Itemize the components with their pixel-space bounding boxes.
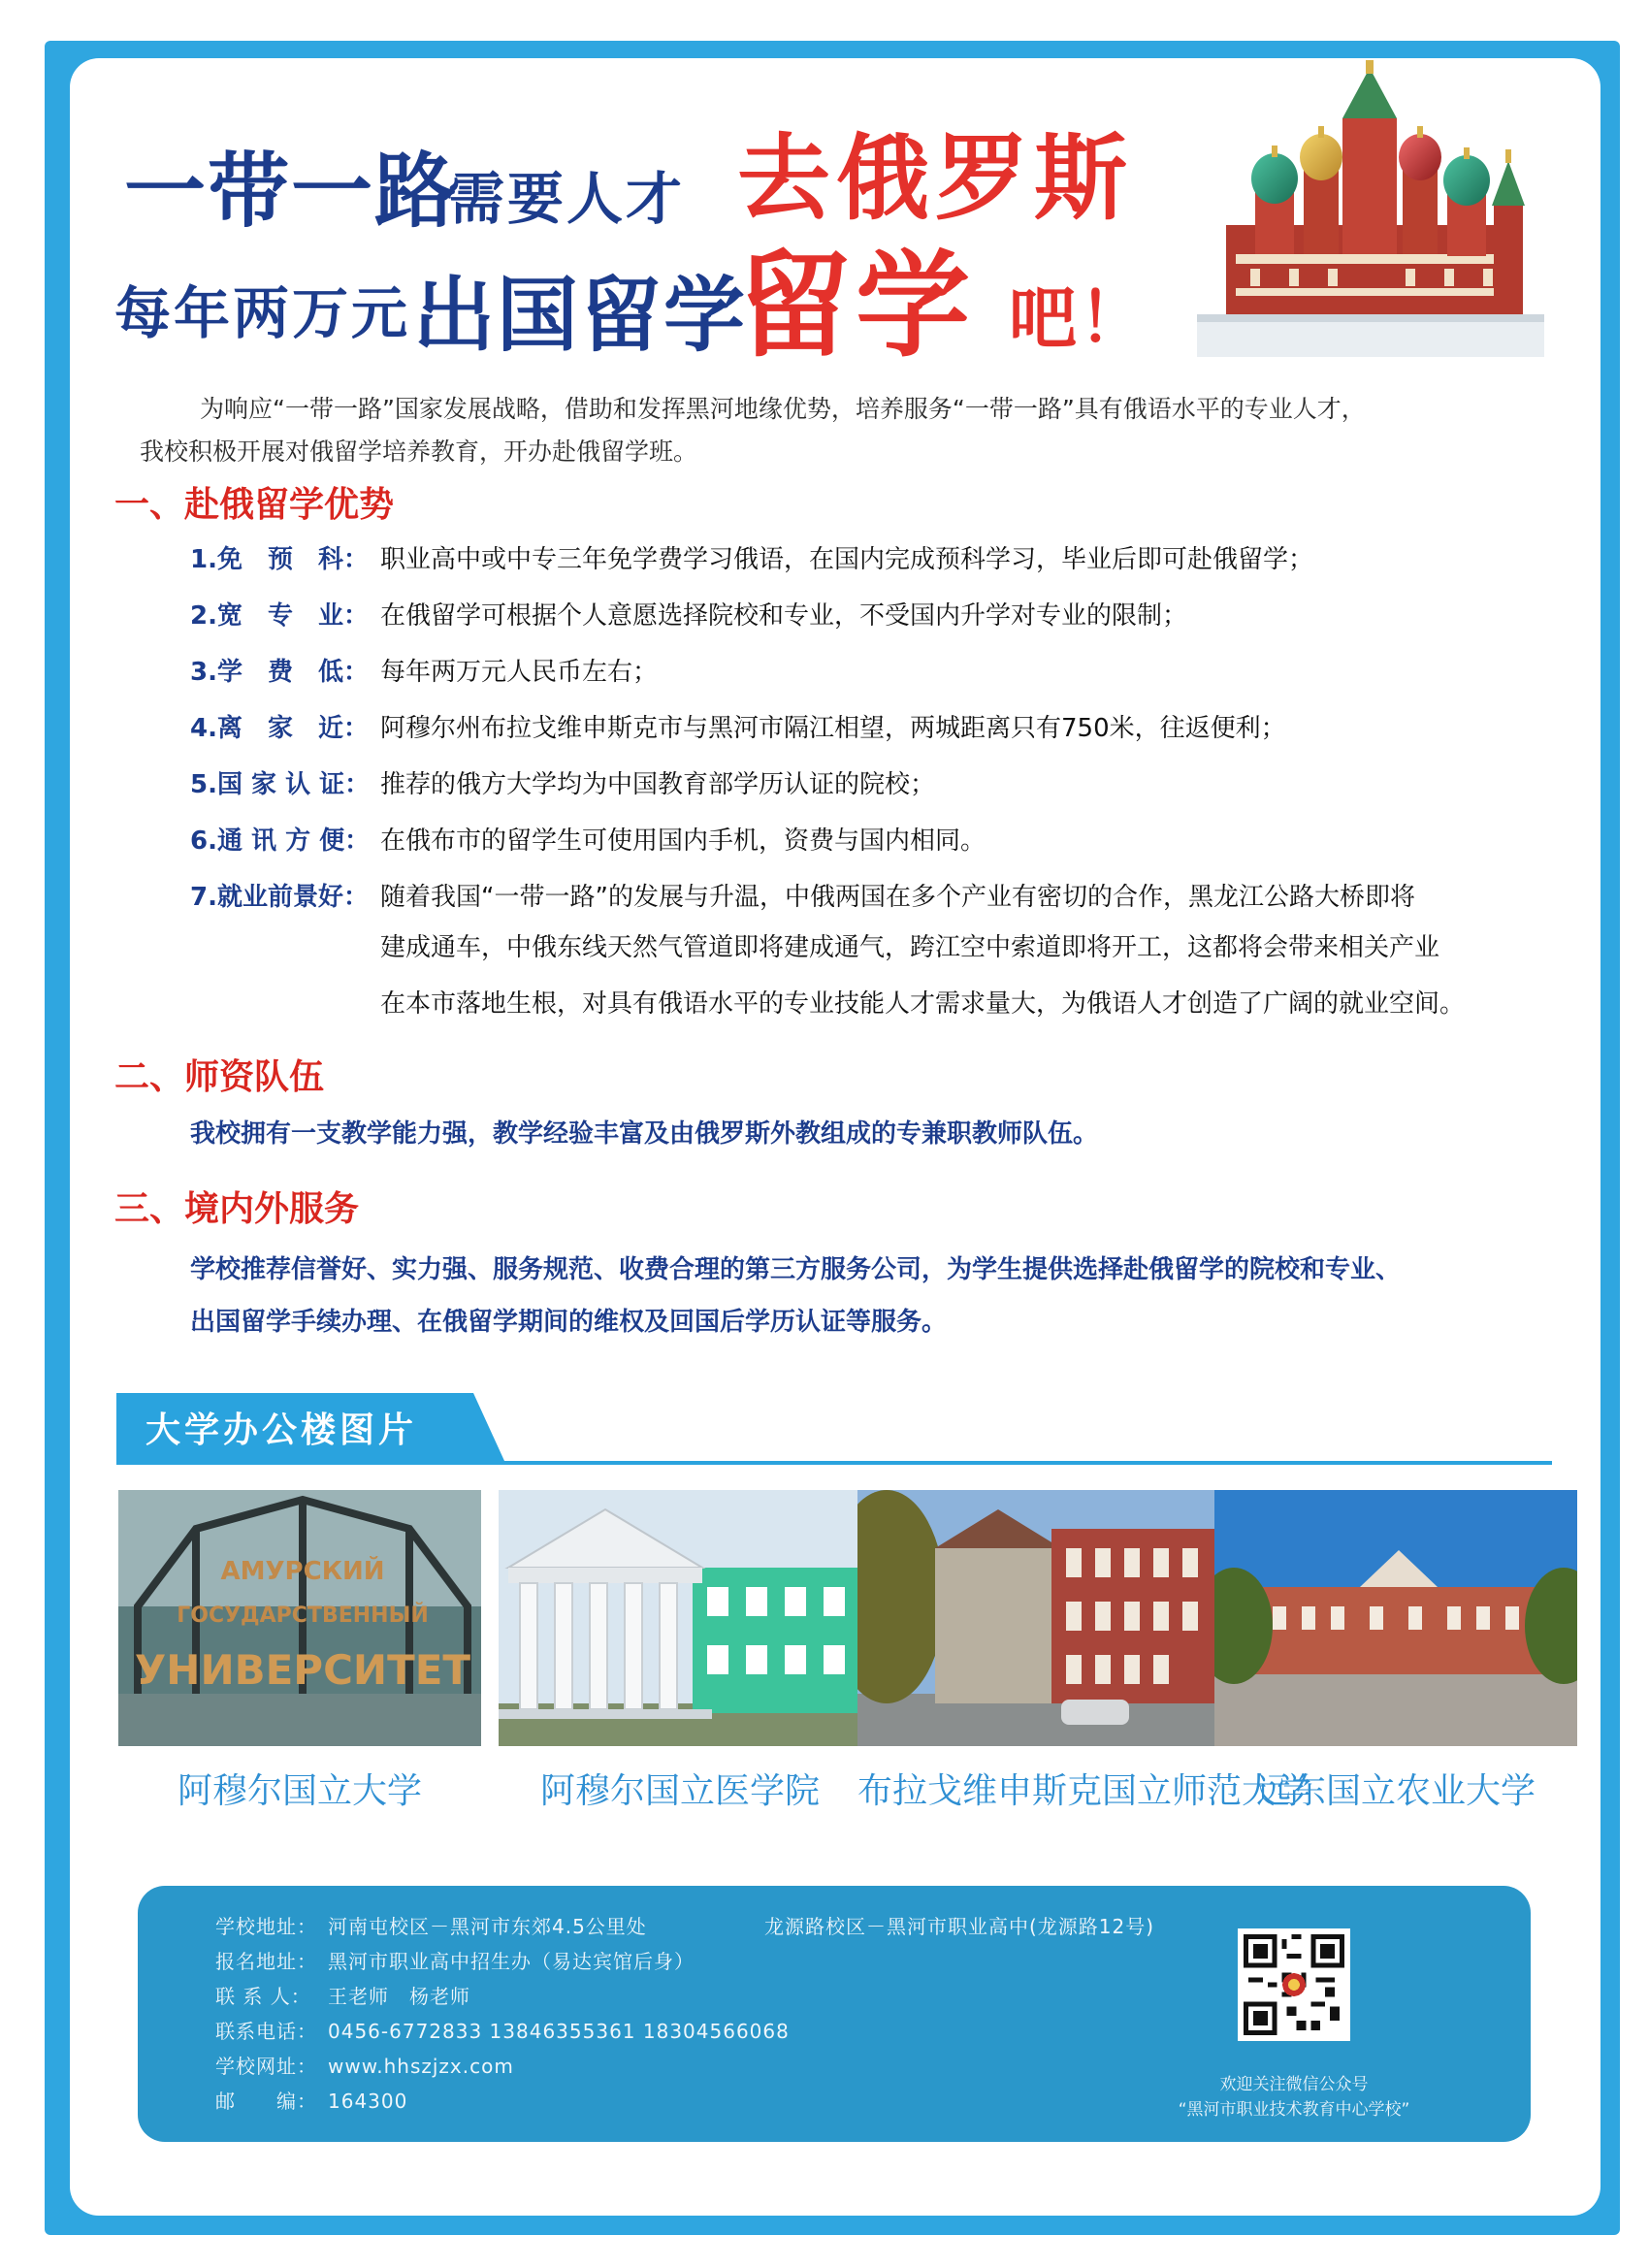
advantage-label: 4.离 家 近： <box>190 714 369 743</box>
headline-need-talent: 需要人才 <box>448 166 686 232</box>
footer-zip-value: 164300 <box>328 2090 408 2113</box>
advantage-label: 2.宽 专 业： <box>190 601 369 631</box>
footer-zip-key: 邮 编： <box>215 2090 317 2113</box>
footer-address-key: 学校地址： <box>215 1915 317 1938</box>
photo-caption: 阿穆尔国立医学院 <box>539 1771 820 1811</box>
gallery-banner-rule <box>116 1461 1552 1465</box>
intro-line-1: 为响应“一带一路”国家发展战略，借助和发挥黑河地缘优势，培养服务“一带一路”具有俄语水平的专业人才， <box>200 395 1366 423</box>
advantage-text: 阿穆尔州布拉戈维申斯克市与黑河市隔江相望，两城距离只有750米，往返便利； <box>380 714 1286 743</box>
sign-text-bottom: УНИВЕРСИТЕТ <box>134 1646 471 1694</box>
section-advantages-title: 一、赴俄留学优势 <box>114 485 395 525</box>
footer-address-value: 河南屯校区－黑河市东郊4.5公里处 <box>328 1915 647 1938</box>
headline-belt-road: 一带一路 <box>124 144 459 239</box>
footer-website-link[interactable]: www.hhszjzx.com <box>328 2055 514 2078</box>
headline-go-russia: 去俄罗斯 <box>737 124 1133 233</box>
footer-phone <box>215 2016 790 2044</box>
intro-line-2: 我校积极开展对俄留学培养教育，开办赴俄留学班。 <box>140 437 698 466</box>
footer-signup-key: 报名地址： <box>215 1950 317 1973</box>
footer-campus-2: 龙源路校区－黑河市职业高中(龙源路12号) <box>764 1915 1155 1938</box>
wechat-qr-code[interactable] <box>1238 1928 1350 2041</box>
teachers-text: 我校拥有一支教学能力强，教学经验丰富及由俄罗斯外教组成的专兼职教师队伍。 <box>190 1119 1099 1149</box>
footer-contact-value: 王老师 杨老师 <box>328 1985 470 2008</box>
qr-caption-line-1: 欢迎关注微信公众号 <box>1219 2075 1369 2094</box>
advantage-text: 每年两万元人民币左右； <box>380 658 659 687</box>
sign-text-middle: ГОСУДАРСТВЕННЫЙ <box>177 1604 429 1628</box>
gallery-banner-title: 大学办公楼图片 <box>146 1410 418 1450</box>
advantage-text-line-3: 在本市落地生根，对具有俄语水平的专业技能人才需求量大，为俄语人才创造了广阔的就业空间。 <box>380 989 1466 1019</box>
photo-caption: 布拉戈维申斯克国立师范大学 <box>857 1771 1312 1811</box>
photo-caption: 阿穆尔国立大学 <box>177 1771 422 1811</box>
advantage-text: 职业高中或中专三年免学费学习俄语，在国内完成预科学习，毕业后即可赴俄留学； <box>380 545 1314 574</box>
footer-signup <box>215 1946 695 1974</box>
services-line-2: 出国留学手续办理、在俄留学期间的维权及回国后学历认证等服务。 <box>190 1308 948 1337</box>
advantage-text: 随着我国“一带一路”的发展与升温，中俄两国在多个产业有密切的合作，黑龙江公路大桥即将 <box>380 883 1415 912</box>
section-teachers-title: 二、师资队伍 <box>114 1057 325 1097</box>
advantage-label: 7.就业前景好： <box>190 883 369 912</box>
headline-study: 留学 <box>737 239 975 373</box>
cathedral-illustration <box>1197 60 1544 357</box>
advantage-item-7-continued <box>380 920 1573 1032</box>
advantage-text: 推荐的俄方大学均为中国教育部学历认证的院校； <box>380 770 936 799</box>
advantage-label: 5.国 家 认 证： <box>190 770 371 799</box>
photo-blagoveshchensk-pedagogical-university <box>857 1490 1220 1746</box>
footer-zip <box>215 2086 407 2114</box>
advantage-label: 6.通 讯 方 便： <box>190 826 371 856</box>
headline-price: 每年两万元 <box>114 280 411 346</box>
photo-amur-state-university <box>118 1490 481 1746</box>
footer-signup-value: 黑河市职业高中招生办（易达宾馆后身） <box>328 1950 695 1973</box>
photo-caption: 远东国立农业大学 <box>1255 1771 1536 1811</box>
services-text <box>190 1244 1568 1348</box>
footer-website-key: 学校网址： <box>215 2055 317 2078</box>
advantage-label: 1.免 预 科： <box>190 545 369 574</box>
photo-far-eastern-agrarian-university <box>1214 1490 1577 1746</box>
footer-phone-key: 联系电话： <box>215 2020 317 2043</box>
intro-paragraph <box>142 388 1558 473</box>
footer-website <box>215 2051 514 2079</box>
footer-phone-value[interactable]: 0456-6772833 13846355361 18304566068 <box>328 2020 790 2043</box>
qr-caption-line-2: “黑河市职业技术教育中心学校” <box>1178 2100 1410 2120</box>
footer-address <box>215 1911 647 1939</box>
advantage-text: 在俄布市的留学生可使用国内手机，资费与国内相同。 <box>380 826 986 856</box>
footer-contact-key: 联 系 人： <box>215 1985 311 2008</box>
services-line-1: 学校推荐信誉好、实力强、服务规范、收费合理的第三方服务公司，为学生提供选择赴俄留学的院校和专业、 <box>190 1255 1402 1284</box>
sign-text-top: АМУРСКИЙ <box>220 1557 385 1586</box>
advantage-label: 3.学 费 低： <box>190 658 369 687</box>
advantage-text-line-2: 建成通车，中俄东线天然气管道即将建成通气，跨江空中索道即将开工，这都将会带来相关产业 <box>380 933 1440 962</box>
section-services-title: 三、境内外服务 <box>114 1189 360 1229</box>
headline-study-abroad: 出国留学 <box>413 268 748 363</box>
advantage-text: 在俄留学可根据个人意愿选择院校和专业，不受国内升学对专业的限制； <box>380 601 1188 631</box>
headline-exclaim: 吧！ <box>1009 278 1148 358</box>
footer-contact <box>215 1981 470 2009</box>
photo-amur-medical-academy <box>499 1490 861 1746</box>
